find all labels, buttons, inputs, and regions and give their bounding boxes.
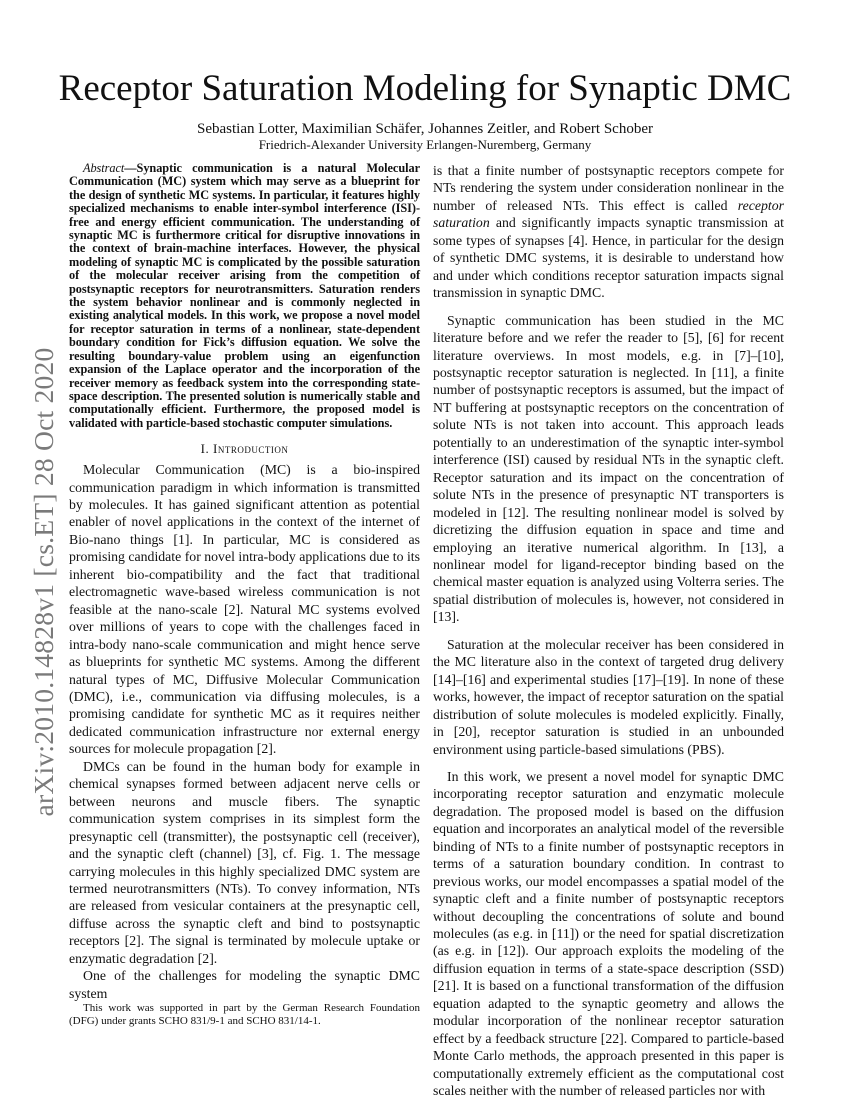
right-p1-before: is that a finite number of postsynaptic receptors compete for NTs rendering the system under consideration nonlinear in the number of released NTs. This effect is called [433, 163, 784, 213]
funding-footnote: This work was supported in part by the German Research Foundation (DFG) under grants SCHO 831/9-1 and SCHO 831/14-1. [69, 1002, 420, 1028]
section-heading-introduction: I. Introduction [200, 441, 289, 457]
intro-paragraph-3: One of the challenges for modeling the synaptic DMC system [69, 968, 420, 1001]
right-paragraph-4: In this work, we present a novel model for synaptic DMC incorporating receptor saturation and enzymatic molecule degradation. The proposed model is based on the diffusion equation and incorporates an analytical model of the reversible binding of NTs to a finite number of postsynaptic receptors in terms of a saturation boundary condition. In contrast to previous works, our model encompasses a spatial model of the synaptic cleft and a finite number of postsynaptic receptors without decoupling the concentrations of solute and bound molecules (as e.g. in [11]) or the need for spatial discretization (as e.g. in [12]). Our approach exploits the modeling of the diffusion equation in terms of a state-space description (SSD) [21]. It is based on a functional transformation of the diffusion equation adapted to the synaptic geometry and allows the modular incorporation of the nonlinear receptor saturation effect by a feedback structure [22]. Compared to particle-based Monte Carlo methods, the approach presented in this paper is computationally extremely efficient as the computational cost scales neither with the number of released particles nor with [433, 768, 784, 1099]
paper-title: Receptor Saturation Modeling for Synaptic DMC [58, 68, 792, 109]
intro-paragraph-2: DMCs can be found in the human body for example in chemical synapses formed between adjacent nerve cells or between neurons and muscle fibers. The synaptic communication system comprises in its simplest form the presynaptic cell (transmitter), the postsynaptic cell (receiver), and the synaptic cleft (channel) [3], cf. Fig. 1. The message carrying molecules in this highly specialized DMC system are termed neurotransmitters (NTs). To convey information, NTs are released from vesicular containers at the presynaptic cell, diffuse across the synaptic cleft and bind to postsynaptic receptors [2]. The signal is terminated by molecule uptake or enzymatic degradation [2]. [69, 758, 420, 966]
right-column [433, 162, 784, 1100]
right-p1-after: and significantly impacts synaptic transmission at some types of synapses [4]. Hence, in particular for the design of synthetic DMC systems, it is desirable to understand how and under which conditions receptor saturation impacts signal transmission in synaptic DMC. [433, 215, 784, 301]
affiliation: Friedrich-Alexander University Erlangen-Nuremberg, Germany [258, 137, 592, 152]
right-paragraph-3: Saturation at the molecular receiver has been considered in the MC literature also in the context of targeted drug delivery [14]–[16] and experimental studies [17]–[19]. In none of these works, however, the impact of receptor saturation on the spatial distribution of solute molecules is modeled explicitly. Finally, in [20], receptor saturation is studied in an unbounded environment using particle-based simulations (PBS). [433, 636, 784, 757]
receptor-saturation-term: receptor saturation [433, 197, 784, 231]
right-paragraph-2: Synaptic communication has been studied in the MC literature before and we refer the reader to [5], [6] for recent literature overviews. In most models, e.g. in [7]–[10], postsynaptic receptor saturation is neglected. In [11], a finite number of postsynaptic receptors is assumed, but the impact of NT buffering at postsynaptic receptors on the concentration of solute NTs is not taken into account. This approach leads potentially to an underestimation of the synaptic inter-symbol interference (ISI) caused by residual NTs in the synaptic cleft. Receptor saturation and its impact on the concentration of solute NTs in the presence of presynaptic NT transporters is modeled in [12]. The resulting nonlinear model is solved by dicretizing the diffusion equation in space and time and employing an iterative numerical algorithm. In [13], a nonlinear model for ligand-receptor binding based on the chemical master equation is analyzed using Volterra series. The spatial distribution of molecules is, however, not considered in [13]. [433, 312, 784, 625]
abstract-dash: — [124, 161, 137, 175]
abstract-label: Abstract [83, 161, 125, 175]
intro-paragraph-1: Molecular Communication (MC) is a bio-inspired communication paradigm in which information is transmitted by molecules. It has gained significant attention as potential enabler of novel applications in the context of the internet of Bio-nano things [1]. In particular, MC is considered as promising candidate for novel intra-body applications due to its inherent bio-compatibility and the fact that traditional electromagnetic wave-based wireless communication is not feasible at the nano-scale [2]. Natural MC systems evolved over millions of years to cope with the challenges faced in intra-body nano-scale communication and might hence serve as blueprints for synthetic MC systems. Among the different natural types of MC, Diffusive Molecular Communication (DMC), i.e., communication via diffusing molecules, is a promising candidate for synthetic MC as it requires neither dedicated communication infrastructure nor external energy sources for molecule propagation [2]. [69, 462, 420, 757]
right-paragraph-1 [433, 162, 784, 302]
arxiv-identifier: arXiv:2010.14828v1 [cs.ET] 28 Oct 2020 [28, 347, 59, 817]
left-column [69, 162, 420, 1028]
author-list: Sebastian Lotter, Maximilian Schäfer, Johannes Zeitler, and Robert Schober [197, 121, 653, 137]
abstract-text: Synaptic communication is a natural Molecular Communication (MC) system which may serve as a blueprint for the design of synthetic MC systems. In particular, it features highly specialized mechanisms to enable inter-symbol interference (ISI)-free and energy efficient communication. The understanding of synaptic MC is furthermore critical for disruptive innovations in the context of brain-machine interfaces. However, the physical modeling of synaptic MC is complicated by the possible saturation of the molecular receiver arising from the competition of postsynaptic receptors for neurotransmitters. Saturation renders the system behavior nonlinear and is commonly neglected in existing analytical models. In this work, we propose a novel model for receptor saturation in terms of a nonlinear, state-dependent boundary condition for Fick’s diffusion equation. We solve the resulting boundary-value problem using an eigenfunction expansion of the Laplace operator and the incorporation of the receiver memory as feedback system into the corresponding state-space description. The presented solution is numerically stable and computationally efficient. Furthermore, the proposed model is validated with particle-based stochastic computer simulations. [69, 161, 420, 430]
abstract [69, 162, 420, 430]
